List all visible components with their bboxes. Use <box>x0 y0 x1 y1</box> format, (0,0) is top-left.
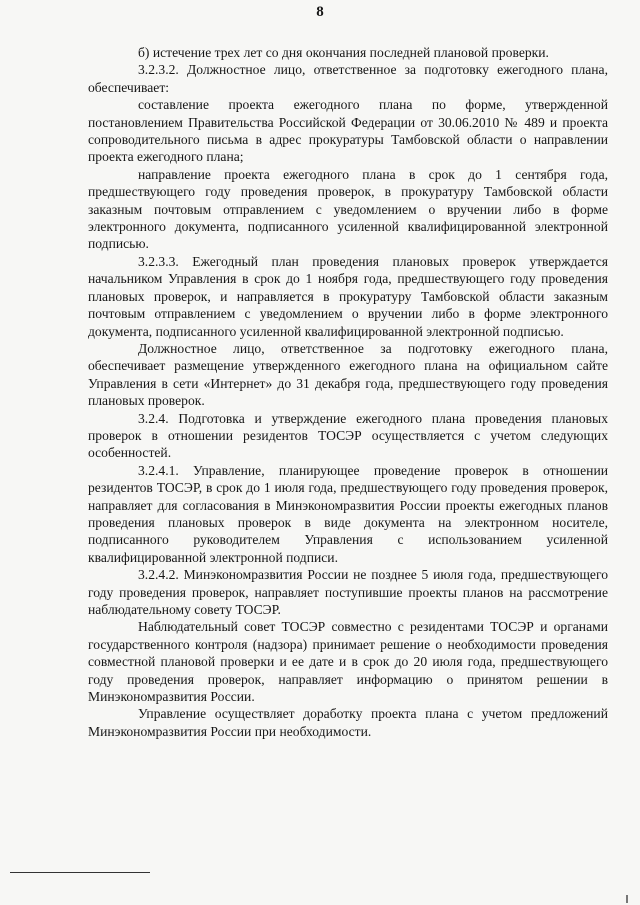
page-number: 8 <box>316 4 324 20</box>
paragraph-3-2-3-3: 3.2.3.3. Ежегодный план проведения плановых проверок утверждается начальником Управления в срок до 1 ноября года, предшествующего году проведения плановых проверок, и направляется в прокуратуру Тамбовской области заказным почтовым отправлением с уведомлением о вручении либо в форме электронного документа, подписанного усиленной квалифицированной электронной подписью. <box>88 253 608 339</box>
paragraph-3-2-3-2: 3.2.3.2. Должностное лицо, ответственное за подготовку ежегодного плана, обеспечивает: <box>88 62 608 95</box>
paragraph-3-2-4-1: 3.2.4.1. Управление, планирующее проведение проверок в отношении резидентов ТОСЭР, в срок до 1 июля года, предшествующего году проведения проверок, направляет для согласования в Минэкономразвития России проекты ежегодных планов проведения плановых проверок в виде документа на электронном носителе, подписанного руководителем Управления с использованием усиленной квалифицированной электронной подписи. <box>88 462 608 565</box>
paragraph-supervisory-council: Наблюдательный совет ТОСЭР совместно с резидентами ТОСЭР и органами государственного контроля (надзора) принимает решение о необходимости проведения совместной плановой проверки и ее дате и в срок до 20 июля года, предшествующего году проведения проверок, направляет информацию о принятом решении в Минэкономразвития России. <box>88 619 608 705</box>
document-body <box>88 44 608 740</box>
paragraph-draft-sending: направление проекта ежегодного плана в срок до 1 сентября года, предшествующего году проведения проверок, в прокуратуру Тамбовской области заказным почтовым отправлением с уведомлением о вручении либо в форме электронного документа, подписанного усиленной квалифицированной электронной подписью. <box>88 166 608 252</box>
paragraph-draft-compilation: составление проекта ежегодного плана по форме, утвержденной постановлением Правительства Российской Федерации от 30.06.2010 № 489 и проекта сопроводительного письма в адрес прокуратуры Тамбовской области о направлении проекта ежегодного плана; <box>88 97 608 165</box>
paragraph-3-2-4: 3.2.4. Подготовка и утверждение ежегодного плана проведения плановых проверок в отношении резидентов ТОСЭР осуществляется с учетом следующих особенностей. <box>88 410 608 461</box>
paragraph-expiry: б) истечение трех лет со дня окончания последней плановой проверки. <box>138 45 549 60</box>
paragraph-plan-revision: Управление осуществляет доработку проекта плана с учетом предложений Минэкономразвития России при необходимости. <box>88 706 608 739</box>
paragraph-3-2-4-2: 3.2.4.2. Минэкономразвития России не позднее 5 июля года, предшествующего году проведения проверок, направляет поступившие проекты планов на рассмотрение наблюдательному совету ТОСЭР. <box>88 567 608 617</box>
scan-edge-mark <box>626 895 628 903</box>
paragraph-plan-publication: Должностное лицо, ответственное за подготовку ежегодного плана, обеспечивает размещение утвержденного ежегодного плана на официальном сайте Управления в сети «Интернет» до 31 декабря года, предшествующего году проведения плановых проверок. <box>88 340 608 409</box>
footnote-separator <box>10 872 150 873</box>
